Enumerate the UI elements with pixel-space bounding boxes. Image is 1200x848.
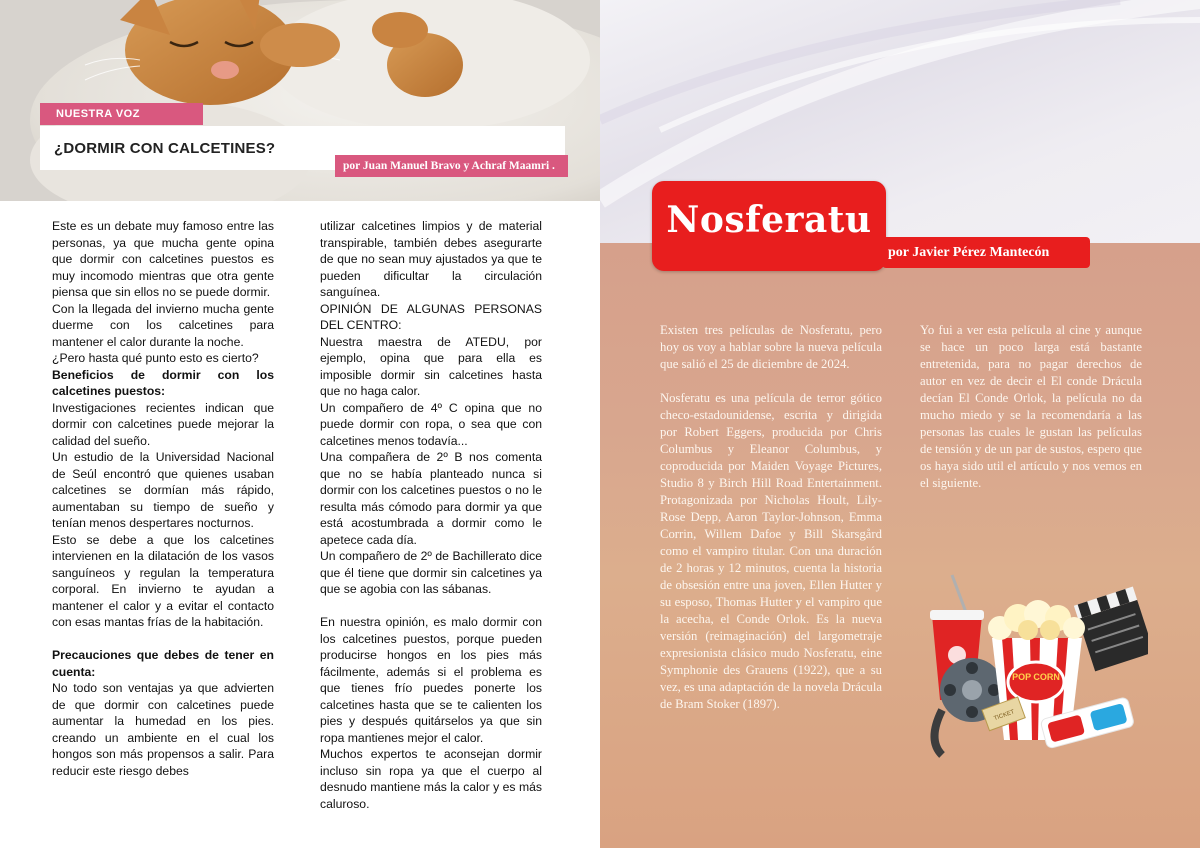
paragraph: Investigaciones recientes indican que dormir con calcetines puede mejorar la calidad del sueño. bbox=[52, 400, 274, 448]
paragraph: Con la llegada del invierno mucha gente duerme con los calcetines para mantener el calor durante la noche. bbox=[52, 301, 274, 349]
paragraph: Un compañero de 2º de Bachillerato dice que él tiene que dormir sin calcetines ya que se agobia con las sábanas. bbox=[320, 549, 542, 596]
paragraph: ¿Pero hasta qué punto esto es cierto? bbox=[52, 351, 259, 365]
paragraph: Una compañera de 2º B nos comenta que no se había planteado nunca si dormir con los calcetines puestos o no le resulta más cómodo para dormir ya que está acostumbrada a dormir como le apetece cada día. bbox=[320, 450, 542, 547]
paragraph: Existen tres películas de Nosferatu, pero hoy os voy a hablar sobre la nueva película que salió el 25 de diciembre de 2024. bbox=[660, 323, 882, 371]
film-byline: por Javier Pérez Mantecón bbox=[882, 237, 1090, 268]
popcorn-drink-clapper-icon bbox=[922, 570, 1148, 765]
paragraph: En nuestra opinión, es malo dormir con los calcetines puestos, porque pueden producirse hongos en los pies más fácilmente, además si el problema es que tienes frío puedes ponerte los calcetines hasta que se te calienten los pies y después quitárselos ya que sin ropa mantienes mejor el calor. bbox=[320, 615, 542, 745]
left-column-1 bbox=[52, 218, 274, 779]
paragraph: Un estudio de la Universidad Nacional de Seúl encontró que quienes usaban calcetines se dormían más rápido, aumentaban su tiempo de sueño y tenían menos despertares nocturnos. bbox=[52, 450, 274, 530]
ticket-label: TICKET bbox=[993, 709, 1016, 723]
paragraph: Este es un debate muy famoso entre las personas, ya que mucha gente opina que dormir con calcetines puestos es muy incomodo mientras que otra gente piensa que sin ellos no se puede dormir. bbox=[52, 219, 274, 299]
paragraph: Yo fui a ver esta película al cine y aunque se hace un poco larga está bastante entretenida, para no pagar derechos de autor en vez de decir el El conde Drácula decían El Conde Orlok, la película no da mucho miedo y se la recomendaría a las personas las cuales le gustan las películas de tensión y de un par de sustos, espero que os haya sido util el artículo y nos vemos en el siguiente. bbox=[920, 323, 1142, 490]
paragraph: Esto se debe a que los calcetines intervienen en la dilatación de los vasos sanguíneos y regulan la temperatura corporal. En invierno te ayudan a mantener el calor y a evitar el contacto con esas mantas frías de la habitación. bbox=[52, 532, 274, 629]
section-tag: NUESTRA VOZ bbox=[40, 103, 203, 125]
left-column-2 bbox=[320, 218, 542, 812]
film-title-box bbox=[652, 181, 886, 271]
paragraph: Nosferatu es una película de terror gótico checo-estadounidense, escrita y dirigida por Robert Eggers, producida por Chris Columbus y Eleanor Columbus, y coproducida por Maiden Voyage Pictures, Studio 8 y Birch Hill Road Entertainment. Protagonizada por Nicholas Hoult, Lily-Rose Depp, Aaron Taylor-Johnson, Emma Corrin, Willem Dafoe y Bill Skarsgård como el vampiro titular. Con una duración de 2 horas y 12 minutos, cuenta la historia de obsesión entre una joven, Ellen Hutter y su esposo, Thomas Hutter y el vampiro que la acecha, el Conde Orlok. Es la nueva versión (reimaginación) del largometraje expresionista clásico mudo Nosferatu, eine Symphonie des Grauens (1922), que a su vez, es una adaptación de la novela Drácula de Bram Stoker (1897). bbox=[660, 391, 882, 711]
paragraph: Un compañero de 4º C opina que no puede dormir con ropa, o sea que con calcetines menos todavía... bbox=[320, 400, 542, 448]
film-title: Nosferatu bbox=[666, 199, 872, 241]
cat-hero-image bbox=[0, 0, 600, 201]
paragraph: No todo son ventajas ya que advierten de que dormir con calcetines puede aumentar la humedad en los pies. creando un ambiente en el cual los hongos son más propensos a salir. Para reducir este riesgo debes bbox=[52, 681, 274, 778]
article-title: ¿DORMIR CON CALCETINES? bbox=[54, 140, 276, 157]
article-byline: por Juan Manuel Bravo y Achraf Maamri . bbox=[335, 155, 568, 177]
paragraph: utilizar calcetines limpios y de material transpirable, también debes asegurarte de que no sean muy ajustados ya que te pueden dificultar la circulación sanguínea. bbox=[320, 219, 542, 299]
right-column-2 bbox=[920, 322, 1142, 492]
paragraph: Muchos expertos te aconsejan dormir incluso sin ropa ya que el cuerpo al desnudo mantiene más la calor y es más caluroso. bbox=[320, 747, 542, 811]
paragraph: Nuestra maestra de ATEDU, por ejemplo, opina que para ella es imposible dormir sin calcetines hasta que no haga calor. bbox=[320, 334, 542, 398]
subheading: Beneficios de dormir con los calcetines puestos: bbox=[52, 367, 274, 398]
popcorn-label: POP CORN bbox=[1012, 672, 1060, 682]
paragraph: OPINIÓN DE ALGUNAS PERSONAS DEL CENTRO: bbox=[320, 301, 542, 332]
subheading: Precauciones que debes de tener en cuenta: bbox=[52, 648, 274, 679]
right-column-1 bbox=[660, 322, 882, 713]
cinema-illustration bbox=[922, 570, 1148, 765]
